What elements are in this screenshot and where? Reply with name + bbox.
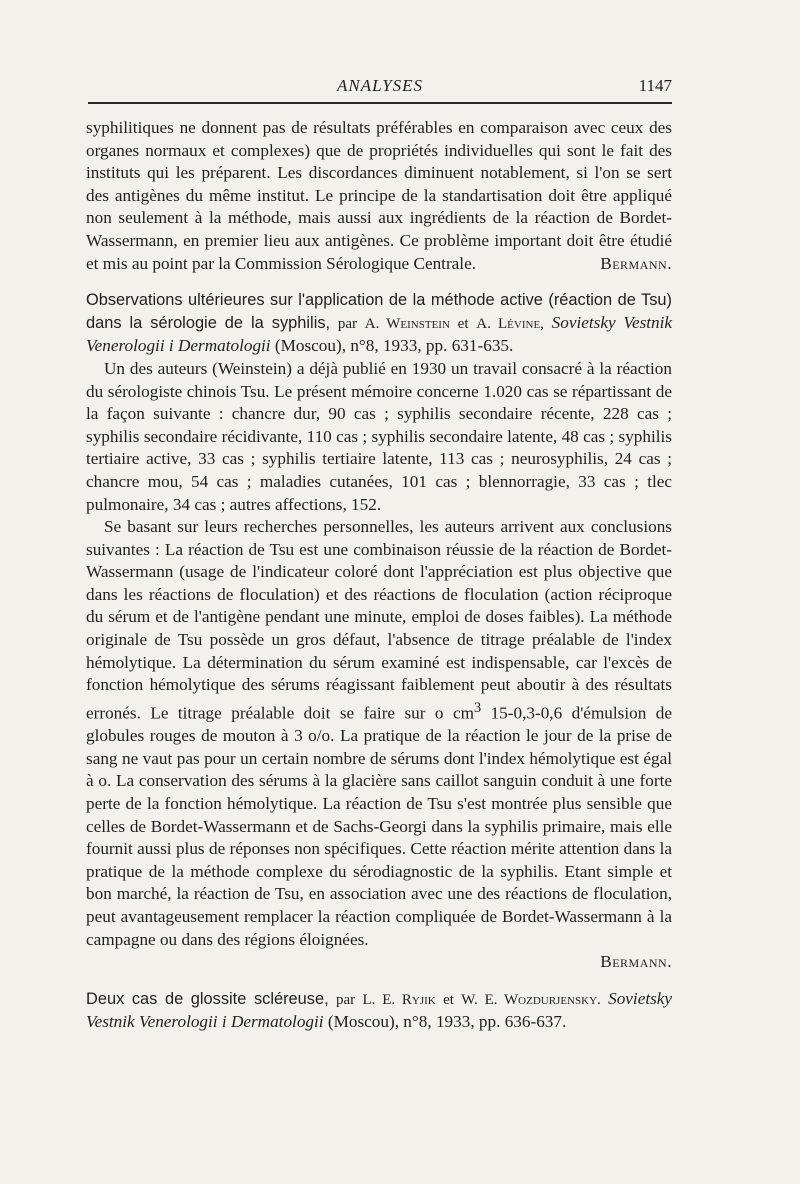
spacer (86, 974, 672, 982)
article-title: Deux cas de glossite scléreuse, (86, 989, 329, 1008)
article-heading (86, 988, 672, 1034)
superscript: 3 (473, 699, 482, 716)
citation: (Moscou), n°8, 1933, pp. 631-635. (274, 336, 514, 356)
article-paragraph (86, 516, 672, 951)
signature: Bermann. (600, 952, 672, 972)
author-name: L. E. Ryjik (362, 991, 436, 1008)
by-word: par (336, 991, 356, 1008)
by-word: par (337, 315, 357, 332)
article-title: Observations ultérieures sur l'application de la méthode active (réaction de Tsu) dans la sérologie de la syphilis, (86, 291, 672, 332)
author-name: A. Lévine, (476, 315, 544, 332)
continuation-paragraph (86, 117, 672, 275)
signature: Bermann. (600, 253, 672, 273)
text-body (86, 117, 672, 1034)
article-paragraph: Un des auteurs (Weinstein) a déjà publié en 1930 un travail consacré à la réaction du sérologiste chinois Tsu. Le présent mémoire concerne 1.020 cas se répartissant de la façon suivante : chancre dur, 90 cas ; syphilis secondaire récente, 228 cas ; syphilis secondaire récidivante, 110 cas ; syphilis secondaire latente, 48 cas ; syphilis tertiaire active, 33 cas ; syphilis tertiaire latente, 113 cas ; neurosyphilis, 24 cas ; chancre mou, 54 cas ; maladies cutanées, 101 cas ; blennorragie, 33 cas ; tlec pulmonaire, 34 cas ; autres affections, 152. (86, 358, 672, 514)
page-number: 1147 (638, 76, 672, 95)
and-word: et (457, 315, 469, 332)
citation: (Moscou), n°8, 1933, pp. 636-637. (327, 1012, 567, 1032)
paragraph-text: Se basant sur leurs recherches personnelles, les auteurs arrivent aux conclusions suivantes : La réaction de Tsu est une combinaison réussie de la réaction de Bordet-Wassermann (usage de l'indicateur coloré dont l'appréciation est plus objective que dans les réactions de floculation) et des réactions de floculation (action réciproque du sérum et de l'antigène pendant une minute, emploi de doses faibles). La méthode originale de Tsu possède un gros défaut, l'absence de titrage préalable de l'index hémolytique. La détermination du sérum examiné est indispensable, car l'excès de fonction hémolytique des sérums réagissant faiblement peut aboutir à des résultats erronés. Le titrage préalable doit se faire sur o cm (86, 517, 672, 723)
journal-name: Sovietsky Vestnik Venerologii i Dermatologii (86, 988, 673, 1032)
continuation-text: syphilitiques ne donnent pas de résultats préférables en comparaison avec ceux des organes normaux et complexes) que de propriétés individuelles qui sont le fait des instituts qui les préparent. Les discordances diminuent notablement, si l'on se sert des antigènes du même institut. Le principe de la standartisation doit être appliqué non seulement à la méthode, mais aussi aux ingrédients de la réaction de Bordet-Wassermann, en premier lieu aux antigènes. Ce problème important doit être étudié et mis au point par la Commission Sérologique Centrale. (86, 118, 672, 273)
journal-name: Sovietsky Vestnik Venerologii i Dermatologii (86, 312, 673, 356)
paragraph-text: 15-0,3-0,6 d'émulsion de globules rouges de mouton à 3 o/o. La pratique de la réaction le jour de la prise de sang ne vaut pas pour un certain nombre de sérums dont l'index hémolytique est égal à o. La conservation des sérums à la glacière sans caillot sanguin conduit à une forte perte de la fonction hémolytique. La réaction de Tsu s'est montrée plus sensible que celles de Bordet-Wassermann et de Sachs-Georgi dans la syphilis primaire, mais elle fournit aussi plus de réponses non spécifiques. Cette réaction mérite attention dans la pratique de la méthode complexe du sérodiagnostic de la syphilis. Etant simple et bon marché, la réaction de Tsu, en association avec une des réactions de floculation, peut avantageusement remplacer la réaction compliquée de Bordet-Wassermann à la campagne ou dans des régions éloignées. (86, 703, 672, 949)
running-header (88, 76, 672, 104)
and-word: et (443, 991, 454, 1008)
running-title: ANALYSES (336, 76, 424, 95)
header-rule (88, 102, 672, 104)
author-name: A. Weinstein (364, 315, 450, 332)
article-heading (86, 289, 672, 358)
author-name: W. E. Wozdurjensky. (461, 991, 601, 1008)
spacer (86, 275, 672, 283)
